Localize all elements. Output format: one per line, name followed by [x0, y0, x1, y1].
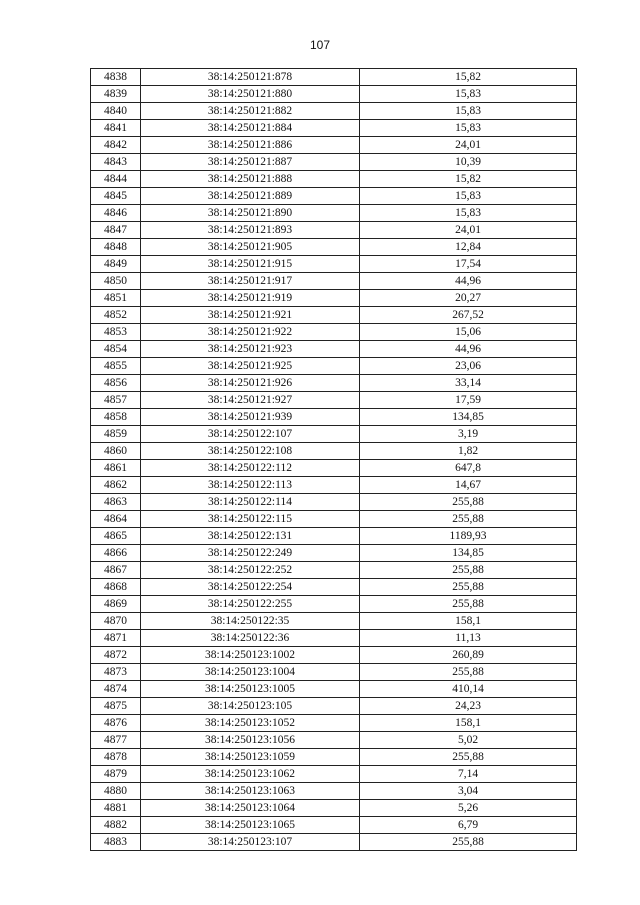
cadastral-number-cell: 38:14:250123:1063: [141, 783, 360, 800]
value-cell: 647,8: [360, 460, 577, 477]
cadastral-number-cell: 38:14:250121:923: [141, 341, 360, 358]
cadastral-number-cell: 38:14:250121:887: [141, 154, 360, 171]
table-row: [91, 443, 577, 460]
row-number-cell: 4852: [91, 307, 141, 324]
row-number-cell: 4876: [91, 715, 141, 732]
cadastral-number-cell: 38:14:250122:255: [141, 596, 360, 613]
table-row: [91, 290, 577, 307]
cadastral-number-cell: 38:14:250121:926: [141, 375, 360, 392]
value-cell: 15,82: [360, 171, 577, 188]
row-number-cell: 4882: [91, 817, 141, 834]
value-cell: 17,59: [360, 392, 577, 409]
row-number-cell: 4881: [91, 800, 141, 817]
cadastral-number-cell: 38:14:250121:905: [141, 239, 360, 256]
value-cell: 255,88: [360, 579, 577, 596]
cadastral-number-cell: 38:14:250122:252: [141, 562, 360, 579]
table-row: [91, 188, 577, 205]
value-cell: 12,84: [360, 239, 577, 256]
row-number-cell: 4862: [91, 477, 141, 494]
row-number-cell: 4839: [91, 86, 141, 103]
table-row: [91, 120, 577, 137]
row-number-cell: 4871: [91, 630, 141, 647]
cadastral-number-cell: 38:14:250122:112: [141, 460, 360, 477]
table-row: [91, 86, 577, 103]
cadastral-number-cell: 38:14:250121:925: [141, 358, 360, 375]
cadastral-number-cell: 38:14:250121:882: [141, 103, 360, 120]
table-row: [91, 324, 577, 341]
value-cell: 5,02: [360, 732, 577, 749]
row-number-cell: 4867: [91, 562, 141, 579]
registry-table: [90, 68, 577, 851]
value-cell: 255,88: [360, 834, 577, 851]
cadastral-number-cell: 38:14:250121:890: [141, 205, 360, 222]
row-number-cell: 4868: [91, 579, 141, 596]
cadastral-number-cell: 38:14:250121:921: [141, 307, 360, 324]
table-row: [91, 256, 577, 273]
cadastral-number-cell: 38:14:250122:35: [141, 613, 360, 630]
row-number-cell: 4879: [91, 766, 141, 783]
row-number-cell: 4849: [91, 256, 141, 273]
row-number-cell: 4846: [91, 205, 141, 222]
row-number-cell: 4844: [91, 171, 141, 188]
value-cell: 15,06: [360, 324, 577, 341]
table-row: [91, 817, 577, 834]
row-number-cell: 4861: [91, 460, 141, 477]
cadastral-number-cell: 38:14:250123:1059: [141, 749, 360, 766]
table-row: [91, 341, 577, 358]
value-cell: 15,83: [360, 86, 577, 103]
table-row: [91, 222, 577, 239]
table-row: [91, 273, 577, 290]
table-row: [91, 800, 577, 817]
value-cell: 44,96: [360, 341, 577, 358]
value-cell: 23,06: [360, 358, 577, 375]
table-row: [91, 630, 577, 647]
value-cell: 3,19: [360, 426, 577, 443]
cadastral-number-cell: 38:14:250121:893: [141, 222, 360, 239]
value-cell: 24,23: [360, 698, 577, 715]
cadastral-number-cell: 38:14:250121:878: [141, 69, 360, 86]
table-row: [91, 528, 577, 545]
cadastral-number-cell: 38:14:250121:919: [141, 290, 360, 307]
table-row: [91, 205, 577, 222]
cadastral-number-cell: 38:14:250123:1052: [141, 715, 360, 732]
table-row: [91, 681, 577, 698]
cadastral-number-cell: 38:14:250123:1005: [141, 681, 360, 698]
table-row: [91, 834, 577, 851]
row-number-cell: 4850: [91, 273, 141, 290]
row-number-cell: 4856: [91, 375, 141, 392]
table-row: [91, 562, 577, 579]
cadastral-number-cell: 38:14:250123:1065: [141, 817, 360, 834]
table-row: [91, 477, 577, 494]
row-number-cell: 4854: [91, 341, 141, 358]
value-cell: 7,14: [360, 766, 577, 783]
cadastral-number-cell: 38:14:250123:1004: [141, 664, 360, 681]
table-row: [91, 239, 577, 256]
row-number-cell: 4851: [91, 290, 141, 307]
cadastral-number-cell: 38:14:250122:113: [141, 477, 360, 494]
table-row: [91, 783, 577, 800]
cadastral-number-cell: 38:14:250121:915: [141, 256, 360, 273]
row-number-cell: 4848: [91, 239, 141, 256]
value-cell: 15,82: [360, 69, 577, 86]
cadastral-number-cell: 38:14:250122:36: [141, 630, 360, 647]
value-cell: 14,67: [360, 477, 577, 494]
table-row: [91, 647, 577, 664]
cadastral-number-cell: 38:14:250121:922: [141, 324, 360, 341]
table-row: [91, 664, 577, 681]
table-row: [91, 409, 577, 426]
table-row: [91, 613, 577, 630]
value-cell: 44,96: [360, 273, 577, 290]
value-cell: 11,13: [360, 630, 577, 647]
cadastral-number-cell: 38:14:250123:1002: [141, 647, 360, 664]
value-cell: 15,83: [360, 188, 577, 205]
row-number-cell: 4858: [91, 409, 141, 426]
row-number-cell: 4859: [91, 426, 141, 443]
table-row: [91, 698, 577, 715]
table-row: [91, 511, 577, 528]
table-row: [91, 766, 577, 783]
row-number-cell: 4860: [91, 443, 141, 460]
cadastral-number-cell: 38:14:250123:1062: [141, 766, 360, 783]
table-row: [91, 545, 577, 562]
row-number-cell: 4880: [91, 783, 141, 800]
value-cell: 134,85: [360, 409, 577, 426]
table-row: [91, 579, 577, 596]
cadastral-number-cell: 38:14:250121:917: [141, 273, 360, 290]
table-row: [91, 732, 577, 749]
table-row: [91, 137, 577, 154]
cadastral-number-cell: 38:14:250121:927: [141, 392, 360, 409]
row-number-cell: 4875: [91, 698, 141, 715]
row-number-cell: 4865: [91, 528, 141, 545]
cadastral-number-cell: 38:14:250121:884: [141, 120, 360, 137]
cadastral-number-cell: 38:14:250121:880: [141, 86, 360, 103]
page-number: 107: [309, 38, 331, 52]
row-number-cell: 4870: [91, 613, 141, 630]
row-number-cell: 4869: [91, 596, 141, 613]
cadastral-number-cell: 38:14:250121:888: [141, 171, 360, 188]
value-cell: 15,83: [360, 103, 577, 120]
value-cell: 158,1: [360, 715, 577, 732]
value-cell: 6,79: [360, 817, 577, 834]
table-row: [91, 375, 577, 392]
value-cell: 17,54: [360, 256, 577, 273]
table-row: [91, 69, 577, 86]
table-row: [91, 103, 577, 120]
table-row: [91, 426, 577, 443]
value-cell: 10,39: [360, 154, 577, 171]
cadastral-number-cell: 38:14:250123:1056: [141, 732, 360, 749]
cadastral-number-cell: 38:14:250122:108: [141, 443, 360, 460]
value-cell: 134,85: [360, 545, 577, 562]
row-number-cell: 4853: [91, 324, 141, 341]
cadastral-number-cell: 38:14:250122:107: [141, 426, 360, 443]
cadastral-number-cell: 38:14:250122:254: [141, 579, 360, 596]
row-number-cell: 4874: [91, 681, 141, 698]
value-cell: 5,26: [360, 800, 577, 817]
value-cell: 255,88: [360, 494, 577, 511]
cadastral-number-cell: 38:14:250122:114: [141, 494, 360, 511]
cadastral-number-cell: 38:14:250123:105: [141, 698, 360, 715]
table-row: [91, 460, 577, 477]
value-cell: 20,27: [360, 290, 577, 307]
value-cell: 255,88: [360, 664, 577, 681]
value-cell: 1189,93: [360, 528, 577, 545]
row-number-cell: 4873: [91, 664, 141, 681]
cadastral-number-cell: 38:14:250121:886: [141, 137, 360, 154]
table-row: [91, 358, 577, 375]
value-cell: 15,83: [360, 205, 577, 222]
value-cell: 3,04: [360, 783, 577, 800]
table-row: [91, 494, 577, 511]
row-number-cell: 4845: [91, 188, 141, 205]
value-cell: 1,82: [360, 443, 577, 460]
value-cell: 255,88: [360, 596, 577, 613]
table-row: [91, 749, 577, 766]
cadastral-number-cell: 38:14:250121:889: [141, 188, 360, 205]
table-row: [91, 307, 577, 324]
cadastral-number-cell: 38:14:250122:131: [141, 528, 360, 545]
cadastral-number-cell: 38:14:250122:249: [141, 545, 360, 562]
value-cell: 255,88: [360, 511, 577, 528]
row-number-cell: 4878: [91, 749, 141, 766]
cadastral-number-cell: 38:14:250123:1064: [141, 800, 360, 817]
value-cell: 260,89: [360, 647, 577, 664]
value-cell: 410,14: [360, 681, 577, 698]
row-number-cell: 4857: [91, 392, 141, 409]
value-cell: 267,52: [360, 307, 577, 324]
row-number-cell: 4863: [91, 494, 141, 511]
table-row: [91, 171, 577, 188]
value-cell: 15,83: [360, 120, 577, 137]
table-row: [91, 154, 577, 171]
value-cell: 33,14: [360, 375, 577, 392]
value-cell: 255,88: [360, 749, 577, 766]
row-number-cell: 4843: [91, 154, 141, 171]
row-number-cell: 4864: [91, 511, 141, 528]
table-row: [91, 596, 577, 613]
cadastral-number-cell: 38:14:250121:939: [141, 409, 360, 426]
cadastral-number-cell: 38:14:250122:115: [141, 511, 360, 528]
table-row: [91, 392, 577, 409]
row-number-cell: 4883: [91, 834, 141, 851]
registry-table-body: [91, 69, 577, 851]
value-cell: 24,01: [360, 222, 577, 239]
value-cell: 255,88: [360, 562, 577, 579]
row-number-cell: 4866: [91, 545, 141, 562]
cadastral-number-cell: 38:14:250123:107: [141, 834, 360, 851]
row-number-cell: 4842: [91, 137, 141, 154]
row-number-cell: 4872: [91, 647, 141, 664]
value-cell: 24,01: [360, 137, 577, 154]
row-number-cell: 4855: [91, 358, 141, 375]
row-number-cell: 4841: [91, 120, 141, 137]
row-number-cell: 4840: [91, 103, 141, 120]
value-cell: 158,1: [360, 613, 577, 630]
row-number-cell: 4838: [91, 69, 141, 86]
row-number-cell: 4877: [91, 732, 141, 749]
table-row: [91, 715, 577, 732]
row-number-cell: 4847: [91, 222, 141, 239]
